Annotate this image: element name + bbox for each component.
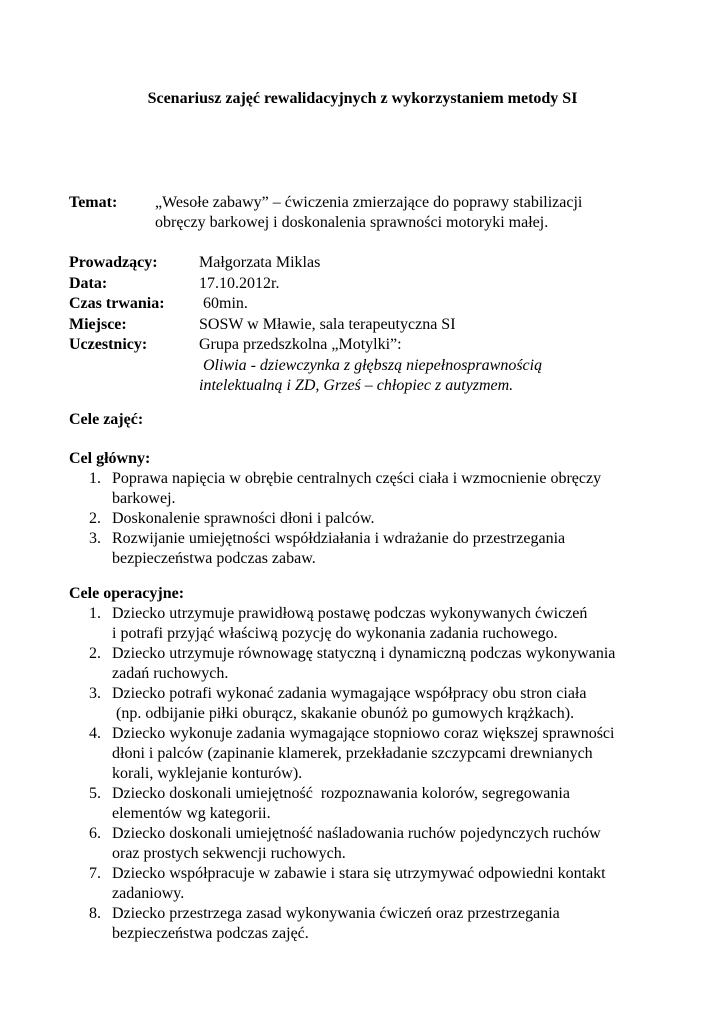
- list-item-text: Doskonalenie sprawności dłoni i palców.: [112, 510, 375, 527]
- list-item: [69, 784, 669, 824]
- list-item-text: Dziecko doskonali umiejętność naśladowania ruchów pojedynczych ruchów: [112, 825, 601, 842]
- list-item-number: 2.: [89, 510, 101, 527]
- place-value: SOSW w Mławie, sala terapeutyczna SI: [199, 315, 456, 333]
- duration-label: Czas trwania:: [69, 295, 165, 312]
- list-item: [69, 904, 669, 944]
- list-item-number: 2.: [89, 645, 101, 662]
- date-label: Data:: [69, 274, 108, 292]
- topic-line: „Wesołe zabawy” – ćwiczenia zmierzające do poprawy stabilizacji: [155, 194, 583, 211]
- info-row-date: [69, 274, 669, 295]
- list-item-text: Dziecko współpracuje w zabawie i stara się utrzymywać odpowiedni kontakt: [112, 865, 606, 882]
- participants-label: Uczestnicy:: [69, 336, 148, 353]
- info-row-participants-detail: [69, 356, 669, 377]
- list-item-number: 1.: [89, 470, 101, 487]
- list-item-text: zadań ruchowych.: [112, 665, 229, 682]
- list-item-number: 3.: [89, 685, 101, 702]
- list-item-text: Rozwijanie umiejętności współdziałania i wdrażanie do przestrzegania: [112, 530, 566, 547]
- list-item-number: 6.: [89, 825, 101, 842]
- info-row-instructor: [69, 253, 669, 274]
- list-item: [69, 724, 669, 784]
- list-item: [69, 529, 669, 569]
- list-item: [69, 684, 669, 724]
- participants-value: Grupa przedszkolna „Motylki”:: [199, 336, 402, 353]
- list-item-text: Dziecko utrzymuje równowagę statyczną i dynamiczną podczas wykonywania: [112, 645, 616, 662]
- list-item-number: 7.: [89, 865, 101, 882]
- main-goal-heading: Cel główny:: [69, 450, 151, 467]
- list-item-text: elementów wg kategorii.: [112, 805, 271, 822]
- participants-detail: intelektualną i ZD, Grześ – chłopiec z autyzmem.: [199, 377, 514, 394]
- info-row-place: [69, 315, 669, 336]
- list-item-text: bezpieczeństwa podczas zajęć.: [112, 925, 309, 942]
- list-item: [69, 864, 669, 904]
- goals-heading: Cele zajęć:: [69, 411, 144, 428]
- list-item: [69, 824, 669, 864]
- main-goal-list: [69, 469, 669, 569]
- list-item-text: oraz prostych sekwencji ruchowych.: [112, 845, 346, 862]
- info-section: [69, 253, 669, 397]
- instructor-label: Prowadzący:: [69, 254, 158, 271]
- list-item-text: barkowej.: [112, 490, 176, 507]
- participants-detail: Oliwia - dziewczynka z głębszą niepełnosprawnością: [203, 356, 543, 374]
- list-item-text: Dziecko potrafi wykonać zadania wymagające współpracy obu stron ciała: [112, 685, 587, 702]
- info-row-participants: [69, 335, 669, 356]
- list-item-text: Dziecko doskonali umiejętność rozpoznawania kolorów, segregowania: [112, 785, 570, 802]
- list-item-text: Dziecko utrzymuje prawidłową postawę podczas wykonywanych ćwiczeń: [112, 605, 588, 622]
- list-item-text: i potrafi przyjąć właściwą pozycję do wykonania zadania ruchowego.: [112, 625, 558, 642]
- topic-label: Temat:: [69, 194, 118, 211]
- list-item: [69, 644, 669, 684]
- page-title: Scenariusz zajęć rewalidacyjnych z wykorzystaniem metody SI: [147, 90, 578, 107]
- list-item-text: zadaniowy.: [112, 885, 185, 902]
- list-item-number: 1.: [89, 605, 101, 622]
- place-label: Miejsce:: [69, 315, 127, 333]
- list-item-text: dłoni i palców (zapinanie klamerek, przekładanie szczypcami drewnianych: [112, 745, 593, 762]
- date-value: 17.10.2012r.: [199, 274, 280, 292]
- info-row-participants-detail: [69, 376, 669, 397]
- operational-goals-list: [69, 604, 669, 944]
- operational-goals-heading: Cele operacyjne:: [69, 585, 185, 602]
- info-row-duration: [69, 294, 669, 315]
- list-item: [69, 469, 669, 509]
- list-item-number: 3.: [89, 530, 101, 547]
- list-item-number: 8.: [89, 905, 101, 922]
- list-item-text: Poprawa napięcia w obrębie centralnych części ciała i wzmocnienie obręczy: [112, 470, 602, 487]
- list-item-text: korali, wyklejanie konturów).: [112, 765, 303, 782]
- topic-text: [155, 193, 675, 233]
- instructor-value: Małgorzata Miklas: [199, 254, 321, 271]
- list-item-text: Dziecko przestrzega zasad wykonywania ćwiczeń oraz przestrzegania: [112, 905, 560, 922]
- topic-line: obręczy barkowej i doskonalenia sprawności motoryki małej.: [155, 214, 549, 231]
- list-item: [69, 509, 669, 529]
- list-item: [69, 604, 669, 644]
- list-item-number: 5.: [89, 785, 101, 802]
- list-item-text: bezpieczeństwa podczas zabaw.: [112, 550, 316, 567]
- list-item-number: 4.: [89, 725, 101, 742]
- list-item-text: (np. odbijanie piłki oburącz, skakanie obunóż po gumowych krążkach).: [112, 705, 575, 722]
- duration-value: 60min.: [203, 295, 248, 312]
- list-item-text: Dziecko wykonuje zadania wymagające stopniowo coraz większej sprawności: [112, 725, 615, 742]
